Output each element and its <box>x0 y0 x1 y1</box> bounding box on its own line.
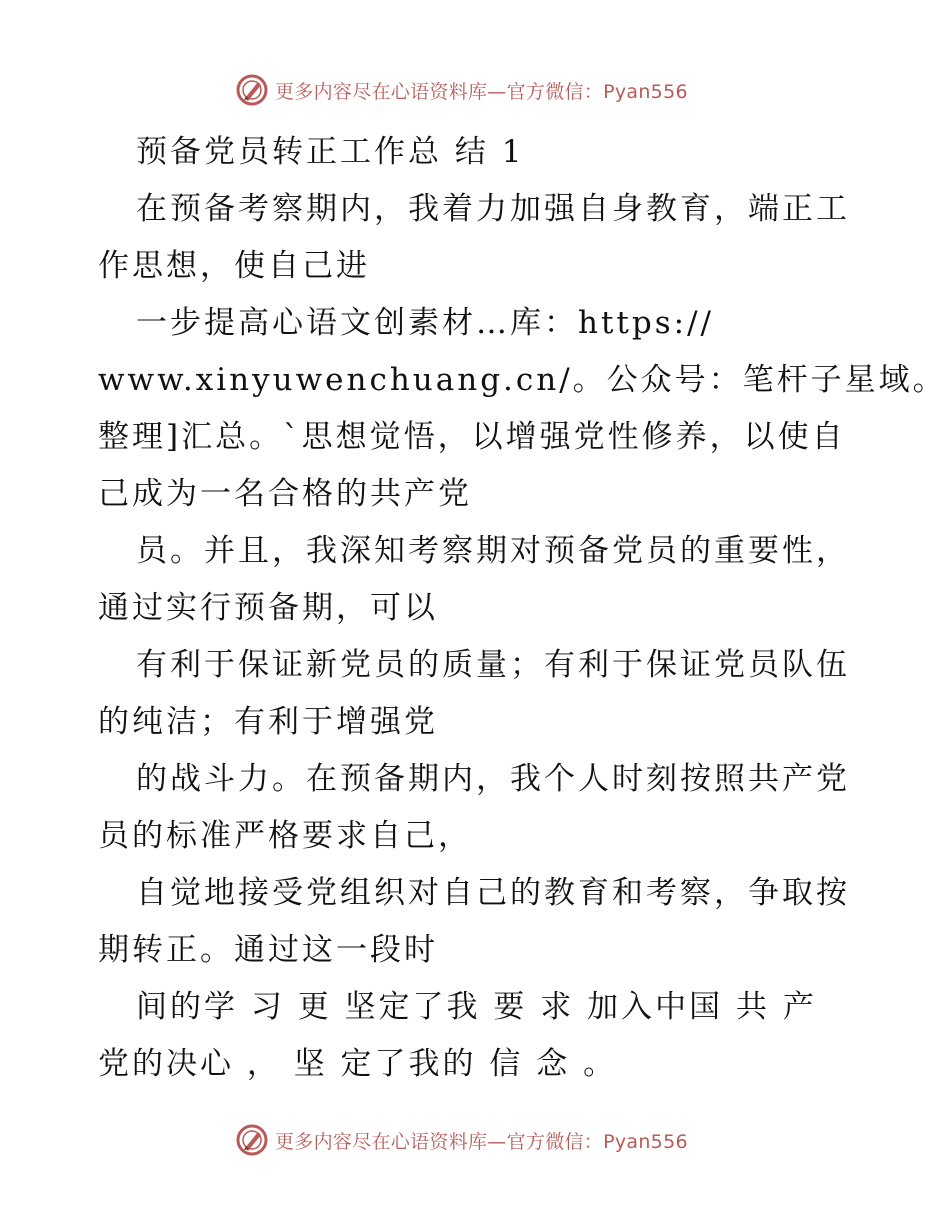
paragraph-line: 通过实行预备期，可以 <box>98 590 438 626</box>
paragraph-line: 期转正。通过这一段时 <box>98 932 438 968</box>
paragraph-line: 员的标准严格要求自己， <box>98 818 472 854</box>
document-title: 预备党员转正工作总 结 1 <box>136 134 525 170</box>
pen-logo-icon <box>235 1123 269 1157</box>
footer-watermark-banner <box>235 1120 688 1160</box>
paragraph-line: 的纯洁；有利于增强党 <box>98 704 438 740</box>
banner-text: 更多内容尽在心语资料库—官方微信：Pyan556 <box>275 1130 688 1153</box>
paragraph-line: 间的学 习 更 坚定了我 要 求 加入中国 共 产 <box>136 989 817 1025</box>
paragraph-line: 的战斗力。在预备期内，我个人时刻按照共产党 <box>136 761 850 797</box>
paragraph-line: 党的决心 ， 坚 定了我的 信 念 。 <box>98 1046 618 1082</box>
paragraph-line: 有利于保证新党员的质量；有利于保证党员队伍 <box>136 647 850 683</box>
paragraph-line: 员。并且，我深知考察期对预备党员的重要性， <box>136 533 850 569</box>
header-watermark-banner <box>235 70 688 110</box>
document-body <box>98 124 947 1093</box>
paragraph-line: 自觉地接受党组织对自己的教育和考察，争取按 <box>136 875 850 911</box>
paragraph-line: 整理]汇总。`思想觉悟，以增强党性修养，以使自 <box>98 419 846 455</box>
paragraph-line: 一步提高心语文创素材…库：https:// <box>136 305 714 341</box>
paragraph-line: 己成为一名合格的共产党 <box>98 476 472 512</box>
pen-logo-icon <box>235 73 269 107</box>
banner-text: 更多内容尽在心语资料库—官方微信：Pyan556 <box>275 80 688 103</box>
paragraph-line-url: www.xinyuwenchuang.cn/。公众号：笔杆子星域。 <box>98 362 947 398</box>
paragraph-line: 在预备考察期内，我着力加强自身教育，端正工 <box>136 191 850 227</box>
paragraph-line: 作思想，使自己进 <box>98 248 370 284</box>
